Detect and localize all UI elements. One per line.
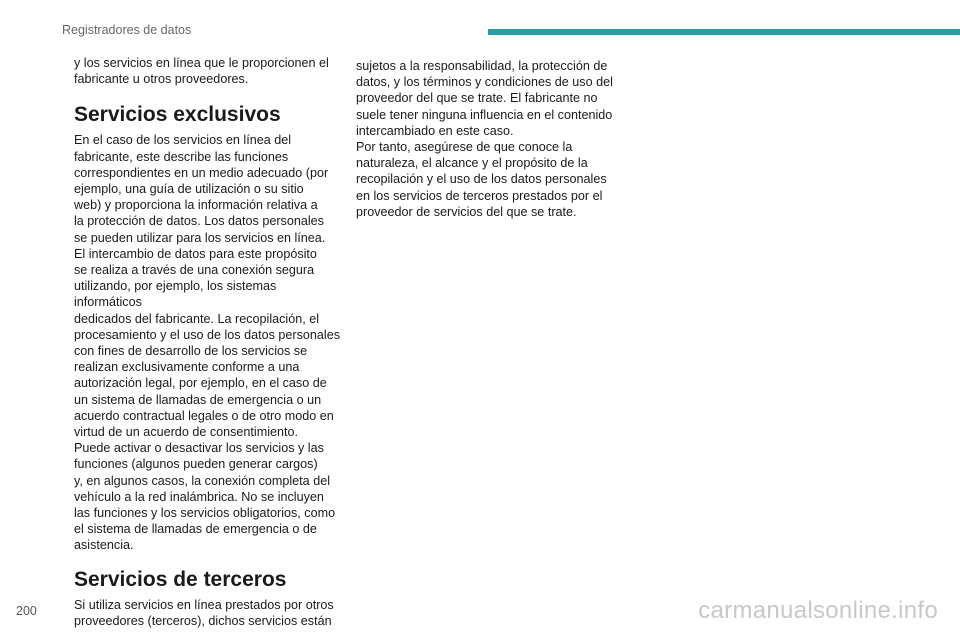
text-line: fabricante, este describe las funciones [74, 149, 289, 164]
text-line: las funciones y los servicios obligatorios, como [74, 506, 336, 521]
text-line: autorización legal, por ejemplo, en el caso de [74, 376, 327, 391]
text-line: se realiza a través de una conexión segura [74, 263, 315, 278]
header-accent-bar [488, 29, 960, 35]
text-line: fabricante u otros proveedores. [74, 72, 249, 87]
text-line: virtud de un acuerdo de consentimiento. [74, 425, 299, 440]
text-line: procesamiento y el uso de los datos personales [74, 327, 341, 342]
left-column [74, 55, 344, 629]
text-line: y, en algunos casos, la conexión completa del [74, 473, 330, 488]
text-line: realizan exclusivamente conforme a una [74, 360, 300, 375]
text-line: funciones (algunos pueden generar cargos) [74, 457, 318, 472]
text-line: El intercambio de datos para este propósito [74, 246, 317, 261]
text-line: proveedor de servicios del que se trate. [356, 204, 577, 219]
text-line: correspondientes en un medio adecuado (por [74, 165, 329, 180]
text-line: la protección de datos. Los datos personales [74, 214, 324, 229]
intro-paragraph [74, 55, 344, 87]
right-column [356, 58, 626, 220]
text-line: sujetos a la responsabilidad, la protección de [356, 59, 608, 73]
text-line: intercambiado en este caso. [356, 123, 514, 138]
heading-servicios-exclusivos: Servicios exclusivos [74, 103, 281, 127]
text-line: Por tanto, asegúrese de que conoce la [356, 140, 573, 155]
page-number: 200 [16, 604, 37, 618]
text-line: un sistema de llamadas de emergencia o un [74, 392, 322, 407]
text-line: Puede activar o desactivar los servicios y las [74, 441, 324, 456]
exclusive-services-paragraph [74, 132, 344, 553]
text-line: el sistema de llamadas de emergencia o de [74, 522, 317, 537]
third-party-continued-paragraph [356, 58, 626, 220]
text-line: utilizando, por ejemplo, los sistemas informáticos [74, 279, 277, 310]
heading-servicios-de-terceros: Servicios de terceros [74, 567, 287, 591]
text-line: recopilación y el uso de los datos personales [356, 172, 607, 187]
text-line: Si utiliza servicios en línea prestados por otros [74, 597, 334, 612]
text-line: En el caso de los servicios en línea del [74, 133, 292, 148]
text-line: suele tener ninguna influencia en el contenido [356, 107, 613, 122]
text-line: datos, y los términos y condiciones de uso del [356, 75, 613, 90]
third-party-services-paragraph [74, 597, 344, 629]
text-line: con fines de desarrollo de los servicios se [74, 344, 308, 359]
text-line: vehículo a la red inalámbrica. No se incluyen [74, 489, 324, 504]
text-line: proveedor del que se trate. El fabricante no [356, 91, 598, 106]
text-line: web) y proporciona la información relativa a [74, 198, 318, 213]
text-line: acuerdo contractual legales o de otro modo en [74, 408, 334, 423]
section-title: Registradores de datos [62, 23, 192, 37]
watermark-text: carmanualsonline.info [698, 597, 938, 624]
text-line: asistencia. [74, 538, 134, 553]
text-line: ejemplo, una guía de utilización o su sitio [74, 182, 304, 197]
text-line: dedicados del fabricante. La recopilación, el [74, 311, 320, 326]
text-line: en los servicios de terceros prestados por el [356, 188, 603, 203]
text-line: se pueden utilizar para los servicios en línea. [74, 230, 326, 245]
text-line: y los servicios en línea que le proporcionen el [74, 56, 329, 70]
text-line: naturaleza, el alcance y el propósito de la [356, 156, 588, 171]
text-line: proveedores (terceros), dichos servicios están [74, 613, 332, 628]
